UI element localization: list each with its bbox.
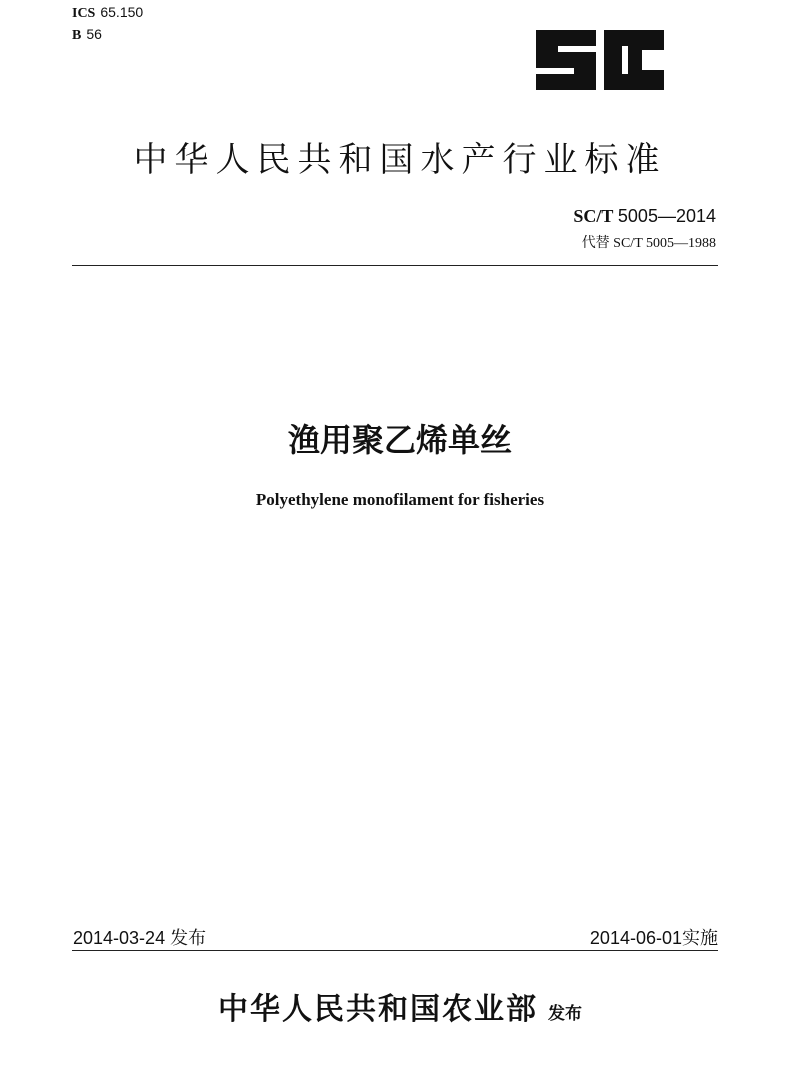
logo-letter-c — [604, 30, 664, 90]
ics-code: 65.150 — [100, 4, 144, 20]
ics-line — [72, 2, 143, 24]
ics-label: ICS — [72, 6, 96, 21]
class-label: B — [72, 28, 82, 43]
issue-date-value: 2014-03-24 — [73, 928, 166, 948]
standard-prefix: SC/T — [573, 206, 614, 226]
class-line — [72, 24, 143, 46]
issuer-label: 发布 — [548, 1004, 582, 1024]
sc-logo — [536, 30, 664, 90]
standard-code — [573, 206, 716, 227]
issuer — [0, 984, 800, 1028]
implementation-date-value: 2014-06-01 — [589, 928, 682, 948]
class-code: 56 — [86, 26, 102, 42]
logo-letter-s — [536, 30, 596, 90]
replaces-note: 代替 SC/T 5005—1988 — [581, 236, 716, 251]
implementation-label: 实施 — [682, 928, 718, 948]
issue-date — [73, 924, 206, 950]
ics-block — [72, 2, 143, 46]
document-title-cn: 渔用聚乙烯单丝 — [287, 421, 512, 459]
issue-label: 发布 — [170, 928, 207, 948]
standard-number: 5005—2014 — [617, 206, 716, 226]
issuer-org: 中华人民共和国农业部 — [218, 992, 538, 1027]
document-title-en: Polyethylene monofilament for fisheries — [255, 490, 545, 509]
implementation-date — [590, 924, 718, 950]
bottom-divider — [72, 950, 718, 951]
top-divider — [72, 265, 718, 266]
industry-standard-title: 中华人民共和国水产行业标准 — [133, 140, 667, 180]
